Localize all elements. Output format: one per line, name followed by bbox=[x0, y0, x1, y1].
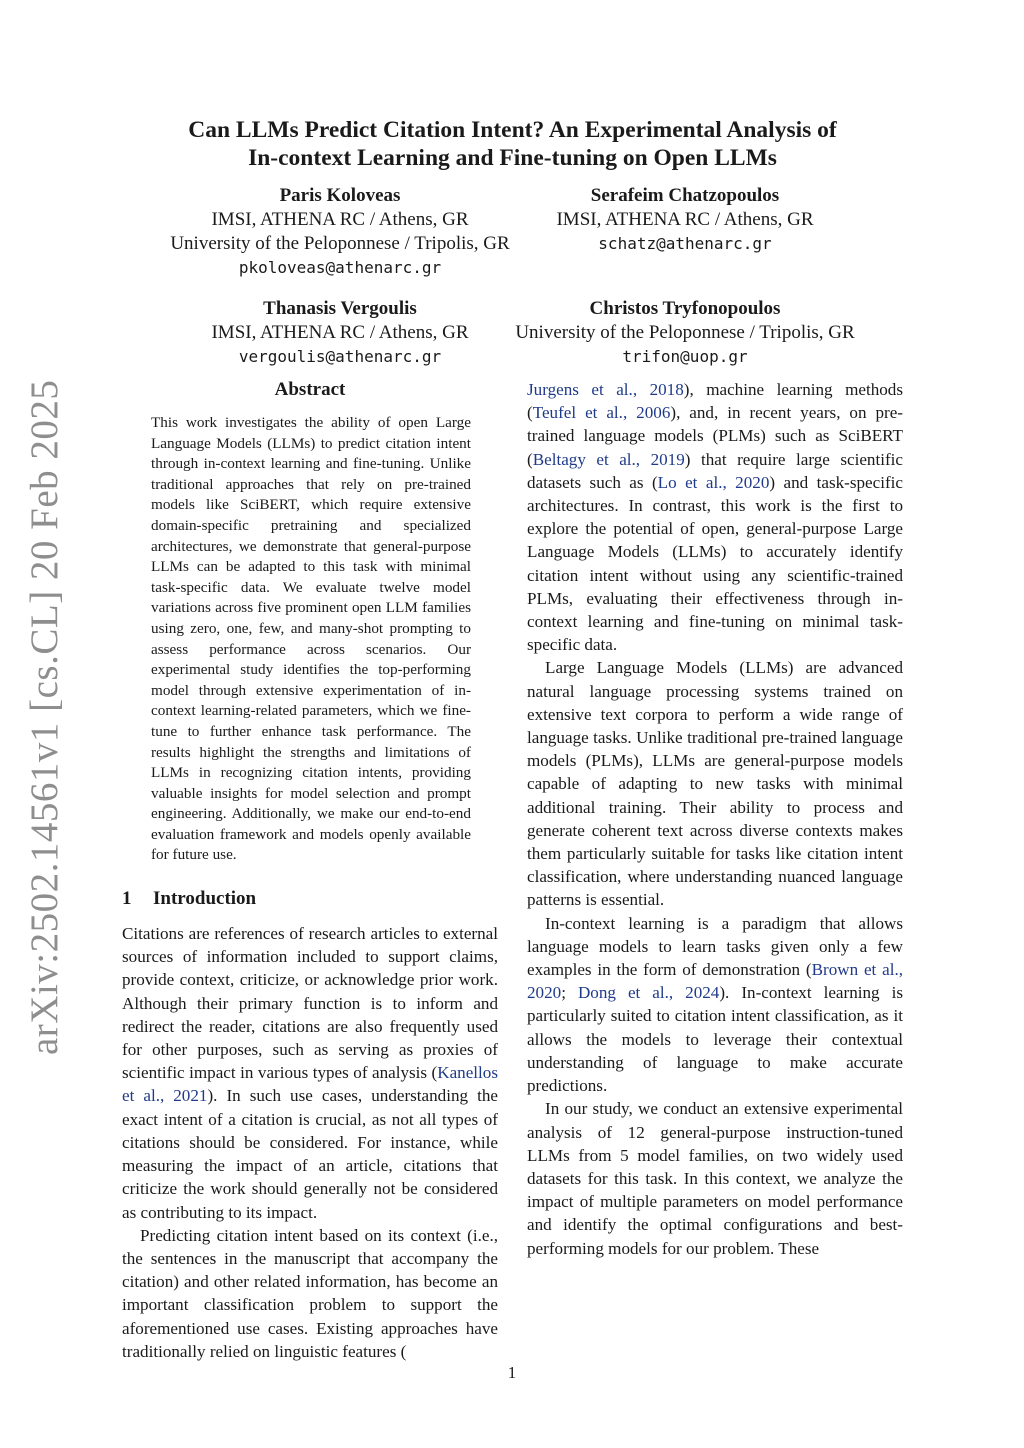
paper-title bbox=[120, 116, 905, 172]
section-heading-introduction bbox=[122, 887, 498, 911]
text-run: ) and task-specific architectures. In contrast, this work is the first to explore the potential of open, general-purpose Large Language Models (LLMs) to accurately identify citation intent without using any scientific-trained PLMs, evaluating their effectiveness through in-context learning and fine-tuning on minimal task-specific data. bbox=[527, 472, 903, 655]
section-number: 1 bbox=[122, 888, 132, 910]
citation-link[interactable]: Dong et al., 2024 bbox=[577, 983, 720, 1003]
citation-link[interactable]: Jurgens et al., 2018 bbox=[527, 380, 684, 399]
text-run: ). In such use cases, understanding the exact intent of a citation is crucial, as not all types of citations should be considered. For instance, while measuring the impact of an article, citations that criticize the work should generally not be considered as contributing to its impact. bbox=[122, 1086, 498, 1222]
text-run: ; bbox=[561, 983, 578, 1003]
text-run: ) that require large scientific datasets such as ( bbox=[527, 449, 903, 492]
author-affiliation: University of the Peloponnese / Tripolis, GR bbox=[515, 322, 855, 343]
author-affiliation: IMSI, ATHENA RC / Athens, GR bbox=[556, 209, 814, 230]
author-block-3 bbox=[150, 297, 530, 369]
intro-paragraph-2-cont bbox=[527, 378, 903, 656]
intro-paragraph-3: Large Language Models (LLMs) are advanced natural language processing systems trained on extensive text corpora to perform a wide range of language tasks. Unlike traditional pre-trained language models (PLMs), LLMs are general-purpose models capable of adapting to new tasks with minimal additional training. Their ability to process and generate coherent text across diverse contexts makes them particularly suitable for tasks like citation intent classification, where understanding nuanced language patterns is essential. bbox=[527, 658, 903, 910]
intro-paragraph-4 bbox=[527, 912, 903, 1098]
text-run: ), machine learning methods ( bbox=[527, 380, 903, 423]
author-name: Thanasis Vergoulis bbox=[263, 298, 417, 319]
text-run: Predicting citation intent based on its context (i.e., the sentences in the manuscript that accompany the citation) and other related information, has become an important classification problem to support the aforementioned use cases. Existing approaches have traditionally relied on linguistic features ( bbox=[122, 1225, 498, 1361]
text-run: In-context learning is a paradigm that allows language models to learn tasks given only a few examples in the form of demonstration ( bbox=[527, 913, 903, 980]
author-name: Serafeim Chatzopoulos bbox=[590, 185, 780, 206]
intro-paragraph-5: In our study, we conduct an extensive experimental analysis of 12 general-purpose instruction-tuned LLMs from 5 model families, on two widely used datasets for this task. In this context, we analyze the impact of multiple parameters on model performance and identify the optimal configurations and best-performing models for our problem. These bbox=[527, 1099, 903, 1258]
citation-link[interactable]: Teufel et al., 2006 bbox=[532, 403, 671, 423]
author-affiliation: University of the Peloponnese / Tripolis, GR bbox=[170, 233, 510, 254]
author-email[interactable]: pkoloveas@athenarc.gr bbox=[238, 258, 442, 277]
left-column bbox=[122, 378, 498, 1363]
text-run: Citations are references of research articles to external sources of information included to support claims, provide context, criticize, or acknowledge prior work. Although their primary function is to inform and redirect the reader, citations are also frequently used for other purposes, such as serving as proxies of scientific impact in various types of analysis ( bbox=[122, 924, 498, 1083]
author-affiliation: IMSI, ATHENA RC / Athens, GR bbox=[211, 322, 469, 343]
abstract-heading: Abstract bbox=[274, 379, 346, 400]
text-run: ), and, in recent years, on pre-trained language models (PLMs) such as SciBERT ( bbox=[527, 403, 903, 469]
abstract-text: This work investigates the ability of open Large Language Models (LLMs) to predict citation intent through in-context learning and fine-tuning. Unlike traditional approaches that rely on pre-trained models like SciBERT, which require extensive domain-specific pretraining and specialized architectures, we demonstrate that general-purpose LLMs can be adapted to this task with minimal task-specific data. We evaluate twelve model variations across five prominent open LLM families using zero, one, few, and many-shot prompting to assess performance across scenarios. Our experimental study identifies the top-performing model through extensive experimentation of in-context learning-related parameters, which we fine-tune to further enhance task performance. The results highlight the strengths and limitations of LLMs in recognizing citation intents, providing valuable insights for model selection and prompt engineering. Additionally, we make our end-to-end evaluation framework and models openly available for future use. bbox=[151, 414, 471, 864]
right-column bbox=[527, 378, 903, 1260]
author-affiliation: IMSI, ATHENA RC / Athens, GR bbox=[211, 209, 469, 230]
author-block-4 bbox=[480, 297, 890, 369]
author-name: Paris Koloveas bbox=[279, 185, 401, 206]
intro-paragraph-1 bbox=[122, 922, 498, 1224]
page-number: 1 bbox=[507, 1363, 517, 1382]
intro-paragraph-2-start bbox=[122, 1224, 498, 1363]
author-email[interactable]: vergoulis@athenarc.gr bbox=[238, 347, 442, 366]
text-run: ). In-context learning is particularly suited to citation intent classification, as it allows the models to leverage their contextual understanding of language to make accurate predictions. bbox=[527, 983, 903, 1096]
author-email[interactable]: trifon@uop.gr bbox=[622, 347, 748, 366]
author-email[interactable]: schatz@athenarc.gr bbox=[598, 234, 772, 253]
author-name: Christos Tryfonopoulos bbox=[589, 298, 781, 319]
citation-link[interactable]: Kanellos et al., 2021 bbox=[122, 1063, 498, 1106]
title-line-2: In-context Learning and Fine-tuning on Open LLMs bbox=[248, 145, 777, 171]
arxiv-stamp: arXiv:2502.14561v1 [cs.CL] 20 Feb 2025 bbox=[23, 379, 66, 1055]
title-line-1: Can LLMs Predict Citation Intent? An Experimental Analysis of bbox=[188, 117, 837, 143]
citation-link[interactable]: Brown et al., 2020 bbox=[527, 960, 903, 1003]
citation-link[interactable]: Beltagy et al., 2019 bbox=[532, 449, 685, 469]
author-block-2 bbox=[520, 184, 850, 256]
citation-link[interactable]: Lo et al., 2020 bbox=[657, 472, 770, 492]
section-title: Introduction bbox=[153, 888, 257, 910]
author-block-1 bbox=[130, 184, 550, 280]
